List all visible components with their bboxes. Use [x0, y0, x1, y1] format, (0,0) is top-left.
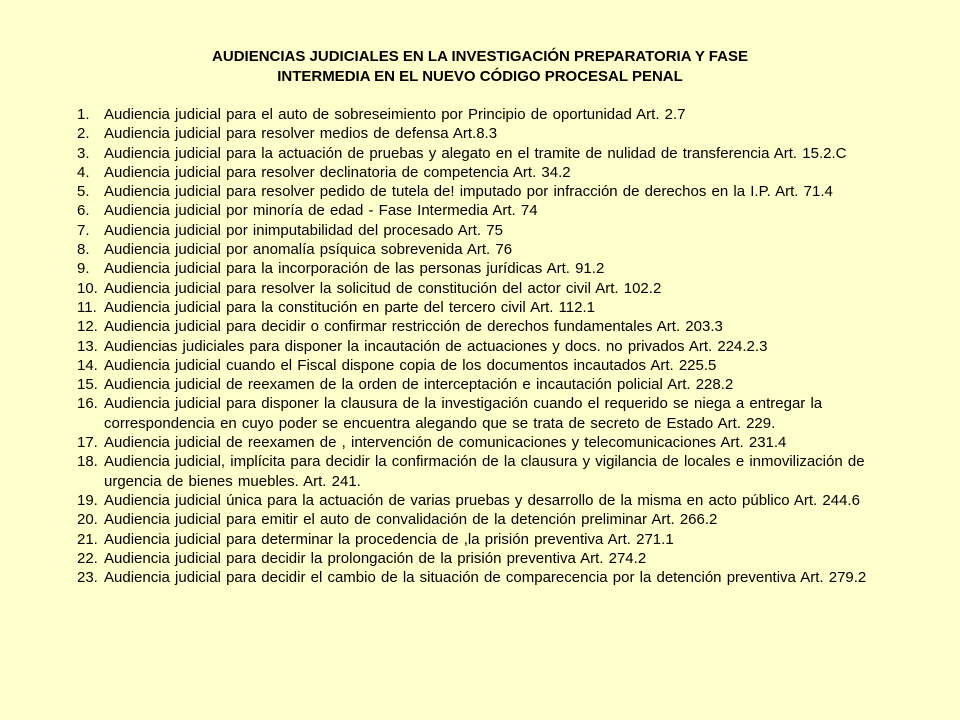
- item-number: 7.: [77, 221, 90, 239]
- list-item: [77, 124, 917, 143]
- item-text: Audiencia judicial para decidir la prolongación de la prisión preventiva Art. 274.2: [104, 549, 647, 567]
- list-item: [77, 356, 917, 375]
- list-item: [77, 221, 917, 240]
- list-item: [77, 144, 917, 163]
- item-number: 3.: [77, 144, 90, 162]
- item-number: 17.: [77, 434, 98, 452]
- item-number: 12.: [77, 318, 98, 336]
- list-item: [77, 549, 917, 568]
- item-text: Audiencia judicial para determinar la procedencia de ,la prisión preventiva Art. 271.1: [104, 530, 674, 548]
- title-line-2: INTERMEDIA EN EL NUEVO CÓDIGO PROCESAL PENAL: [277, 67, 683, 85]
- item-text: Audiencia judicial, implícita para decidir la confirmación de la clausura y vigilancia de locales e inmovilización de urgencia de bienes muebles. Art. 241.: [104, 453, 865, 490]
- list-item: [77, 433, 917, 452]
- list-item: [77, 394, 917, 433]
- list-item: [77, 182, 917, 201]
- item-number: 15.: [77, 376, 98, 394]
- item-text: Audiencia judicial para resolver medios de defensa Art.8.3: [104, 125, 498, 143]
- item-text: Audiencia judicial por inimputabilidad del procesado Art. 75: [104, 221, 503, 239]
- list-item: [77, 279, 917, 298]
- item-number: 10.: [77, 279, 98, 297]
- item-number: 11.: [77, 298, 97, 316]
- page-title: [0, 47, 960, 86]
- hearing-list: [77, 105, 917, 587]
- item-number: 9.: [77, 260, 90, 278]
- item-number: 23.: [77, 569, 98, 587]
- list-item: [77, 298, 917, 317]
- item-number: 20.: [77, 511, 98, 529]
- item-text: Audiencia judicial para la incorporación de las personas jurídicas Art. 91.2: [104, 260, 605, 278]
- item-text: Audiencia judicial para la actuación de pruebas y alegato en el tramite de nulidad de transferencia Art. 15.2.C: [104, 144, 847, 162]
- list-item: [77, 105, 917, 124]
- list-item: [77, 491, 917, 510]
- item-text: Audiencia judicial de reexamen de , intervención de comunicaciones y telecomunicaciones Art. 231.4: [104, 434, 787, 452]
- list-item: [77, 163, 917, 182]
- item-text: Audiencias judiciales para disponer la incautación de actuaciones y docs. no privados Art. 224.2.3: [104, 337, 768, 355]
- title-line-1: AUDIENCIAS JUDICIALES EN LA INVESTIGACIÓN PREPARATORIA Y FASE: [212, 48, 748, 65]
- item-text: Audiencia judicial para el auto de sobreseimiento por Principio de oportunidad Art. 2.7: [104, 106, 686, 123]
- item-number: 19.: [77, 491, 98, 509]
- list-item: [77, 317, 917, 336]
- item-number: 6.: [77, 202, 90, 220]
- item-number: 16.: [77, 395, 98, 413]
- item-number: 4.: [77, 163, 90, 181]
- item-text: Audiencia judicial para resolver declinatoria de competencia Art. 34.2: [104, 163, 571, 181]
- item-number: 21.: [77, 530, 98, 548]
- list-item: [77, 568, 917, 587]
- item-text: Audiencia judicial por anomalía psíquica sobrevenida Art. 76: [104, 241, 513, 259]
- list-item: [77, 240, 917, 259]
- list-item: [77, 201, 917, 220]
- list-item: [77, 530, 917, 549]
- item-text: Audiencia judicial única para la actuación de varias pruebas y desarrollo de la misma en acto público Art. 244.6: [104, 491, 860, 509]
- item-text: Audiencia judicial para la constitución en parte del tercero civil Art. 112.1: [104, 298, 595, 316]
- item-text: Audiencia judicial cuando el Fiscal dispone copia de los documentos incautados Art. 225.5: [104, 356, 717, 374]
- item-text: Audiencia judicial para emitir el auto de convalidación de la detención preliminar Art. 266.2: [104, 511, 718, 529]
- list-item: [77, 337, 917, 356]
- item-text: Audiencia judicial para disponer la clausura de la investigación cuando el requerido se niega a entregar la correspondencia en cuyo poder se encuentra alegando que se trata de secreto de Estado Art. 229.: [104, 395, 823, 432]
- item-number: 14.: [77, 356, 98, 374]
- list-item: [77, 375, 917, 394]
- item-text: Audiencia judicial para decidir o confirmar restricción de derechos fundamentales Art. 203.3: [104, 318, 723, 336]
- item-number: 13.: [77, 337, 98, 355]
- item-number: 22.: [77, 549, 98, 567]
- item-text: Audiencia judicial por minoría de edad - Fase Intermedia Art. 74: [104, 202, 538, 220]
- item-text: Audiencia judicial de reexamen de la orden de interceptación e incautación policial Art. 228.2: [104, 376, 734, 394]
- item-number: 18.: [77, 453, 98, 471]
- item-text: Audiencia judicial para resolver pedido de tutela de! imputado por infracción de derechos en la I.P. Art. 71.4: [104, 183, 833, 201]
- item-number: 2.: [77, 125, 90, 143]
- item-number: 8.: [77, 241, 90, 259]
- item-number: 5.: [77, 183, 90, 201]
- list-item: [77, 452, 917, 491]
- item-text: Audiencia judicial para resolver la solicitud de constitución del actor civil Art. 102.2: [104, 279, 662, 297]
- item-number: 1.: [77, 106, 90, 123]
- list-item: [77, 510, 917, 529]
- list-item: [77, 259, 917, 278]
- item-text: Audiencia judicial para decidir el cambio de la situación de comparecencia por la detención preventiva Art. 279.2: [104, 569, 867, 587]
